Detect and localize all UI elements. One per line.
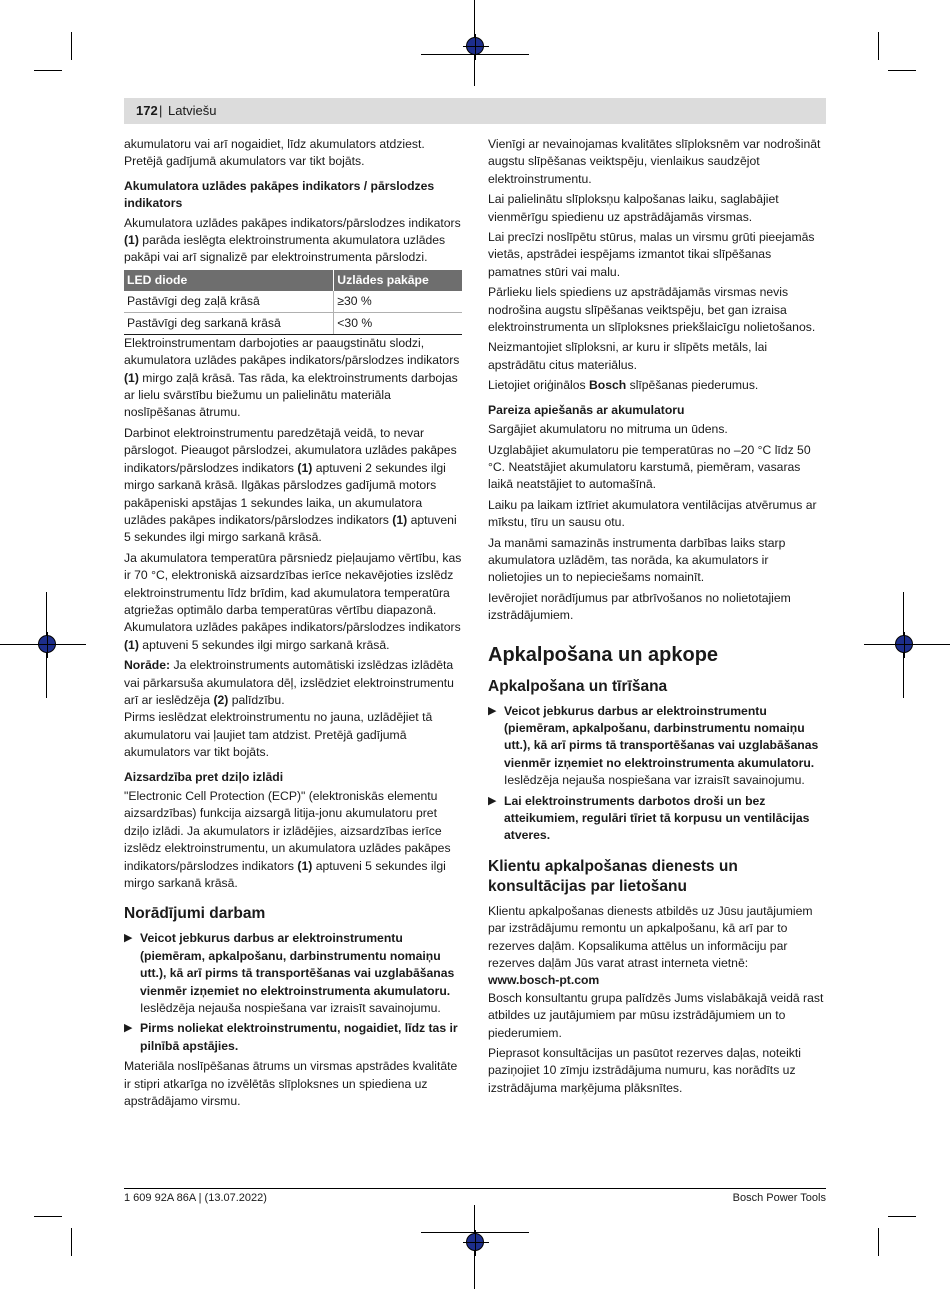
table-row: [124, 291, 462, 313]
registration-target-icon: [38, 635, 56, 653]
paragraph: Ievērojiet norādījumus par atbrīvošanos no nolietotajiem izstrādājumiem.: [488, 590, 791, 623]
table-cell: Pastāvīgi deg sarkanā krāsā: [124, 312, 334, 334]
registration-target-icon: [466, 37, 484, 55]
paragraph: Laiku pa laikam iztīriet akumulatora ventilācijas atvērumus ar mīkstu, tīru un sausu otu.: [488, 497, 817, 530]
chapter-heading: Apkalpošana un apkope: [488, 643, 719, 666]
bullet-arrow-icon: ▶: [488, 794, 497, 807]
led-status-table: [124, 270, 462, 335]
list-item: ▶ Veicot jebkurus darbus ar elektroinstrumentu (piemēram, apkalpošanu, darbinstrumentu nomaiņu utt.), kā arī pirms tā transportēšanas vai uzglabāšanas vienmēr izņemiet no elektroinstrumenta akumulatoru. Ieslēdzēja nejauša nospiešana var izraisīt savainojumu.: [488, 703, 819, 788]
registration-target-icon: [895, 635, 913, 653]
crop-mark: [34, 1216, 62, 1217]
section-heading: Pareiza apiešanās ar akumulatoru: [488, 402, 685, 417]
paragraph: "Electronic Cell Protection (ECP)" (elektroniskās elementu aizsardzības) funkcija aizsargā litija-jonu akumulatoru pret dziļo izlādi. Ja akumulators ir izlādējies, aizsardzības ierīce izslēdz elektroinstrumentu, un akumulatora uzlādes pakāpes indikators/pārslodzes indikators (1) aptuveni 5 sekundes ilgi mirgo sarkanā krāsā.: [124, 789, 451, 891]
paragraph: Elektroinstrumentam darbojoties ar paaugstinātu slodzi, akumulatora uzlādes pakāpes indikators/pārslodzes indikators (1) mirgo zaļā krāsā. Tas rāda, ka elektroinstruments darbojas ar lielu svārstību biežumu un palielinātu materiāla noslīpēšanas ātrumu.: [124, 335, 460, 420]
crop-mark: [888, 1216, 916, 1217]
table-row: [124, 312, 462, 334]
table-cell: <30 %: [334, 312, 462, 334]
language-label: Latviešu: [168, 103, 217, 118]
bullet-arrow-icon: ▶: [124, 932, 133, 945]
registration-target-icon: [466, 1233, 484, 1251]
header-separator: |: [159, 103, 163, 118]
paragraph: Akumulatora uzlādes pakāpes indikators/pārslodzes indikators (1) parāda ieslēgta elektroinstrumenta akumulatora uzlādes pakāpi vai arī signalizē par elektroinstrumenta pārslodzi.: [124, 215, 461, 265]
section-heading: Aizsardzība pret dziļo izlādi: [124, 769, 284, 784]
note-paragraph: Norāde: Ja elektroinstruments automātiski izslēdzas izlādēta vai pārkarsuša akumulatora dēļ, izslēdziet elektroinstrumentu arī ar ieslēdzēja (2) palīdzību. Pirms ieslēdzat elektroinstrumentu no jauna, uzlādējiet tā akumulatoru vai ļaujiet tam atdzist. Pretējā gadījumā akumulators var tikt bojāts.: [124, 658, 454, 760]
paragraph: Sargājiet akumulatoru no mitruma un ūdens.: [488, 422, 728, 437]
paragraph: Lai palielinātu slīploksņu kalpošanas laiku, saglabājiet vienmērīgu spiedienu uz apstrādājamās virsmas.: [488, 192, 779, 224]
page-header: [124, 98, 826, 124]
paragraph: Ja akumulatora temperatūra pārsniedz pieļaujamo vērtību, kas ir 70 °C, elektroniskā aizsardzības ierīce nekavējoties izslēdz elektroinstrumentu līdz brīdim, kad akumulatora temperatūra atgriežas optimālo darba temperatūras vērtību diapazonā. Akumulatora uzlādes pakāpes indikators/pārslodzes indikators (1) aptuveni 5 sekundes ilgi mirgo sarkanā krāsā.: [124, 550, 462, 652]
footer-brand: Bosch Power Tools: [732, 1192, 826, 1204]
list-item: ▶ Veicot jebkurus darbus ar elektroinstrumentu (piemēram, apkalpošanu, darbinstrumentu nomaiņu utt.), kā arī pirms tā transportēšanas vai uzglabāšanas vienmēr izņemiet no elektroinstrumenta akumulatoru. Ieslēdzēja nejauša nospiešana var izraisīt savainojumu.: [124, 931, 455, 1016]
section-heading: Klientu apkalpošanas dienests un konsultācijas par lietošanu: [488, 857, 738, 895]
crop-mark: [71, 32, 72, 60]
footer-doc-number: 1 609 92A 86A | (13.07.2022): [124, 1192, 267, 1204]
crop-mark: [878, 1228, 879, 1256]
paragraph: akumulatoru vai arī nogaidiet, līdz akumulators atdziest. Pretējā gadījumā akumulators var tikt bojāts.: [124, 137, 425, 169]
paragraph: Neizmantojiet slīploksni, ar kuru ir slīpēts metāls, lai apstrādātu citus materiālus.: [488, 340, 768, 372]
crop-mark: [878, 32, 879, 60]
paragraph: Ja manāmi samazinās instrumenta darbības laiks starp akumulatora uzlādēm, tas norāda, ka akumulators ir nolietojies un to nepieciešams nomainīt.: [488, 535, 786, 585]
page-number: 172: [136, 103, 158, 118]
list-item: ▶ Lai elektroinstruments darbotos droši un bez atteikumiem, regulāri tīriet tā korpusu un ventilācijas atveres.: [488, 793, 810, 843]
table-header-row: [124, 270, 462, 291]
table-cell: Pastāvīgi deg zaļā krāsā: [124, 291, 334, 313]
paragraph: Pārlieku liels spiediens uz apstrādājamās virsmas nevis nodrošina augstu slīpēšanas veiktspēju, bet gan izraisa elektroinstrumenta un slīploksnes priekšlaicīgu nolietošanos.: [488, 285, 816, 335]
section-heading: Apkalpošana un tīrīšana: [488, 677, 668, 695]
bullet-arrow-icon: ▶: [488, 704, 497, 717]
bullet-arrow-icon: ▶: [124, 1022, 133, 1035]
paragraph: Materiāla noslīpēšanas ātrums un virsmas apstrādes kvalitāte ir stipri atkarīga no izvēlētās slīploksnes un spiediena uz apstrādājamo virsmu.: [124, 1059, 458, 1109]
list-item: ▶ Pirms noliekat elektroinstrumentu, nogaidiet, līdz tas ir pilnībā apstājies.: [124, 1021, 458, 1053]
website-link[interactable]: www.bosch-pt.com: [488, 973, 600, 988]
left-column: [124, 136, 462, 1114]
crop-mark: [71, 1228, 72, 1256]
paragraph: Lietojiet oriģinālos Bosch slīpēšanas piederumus.: [488, 378, 759, 393]
footer-divider: [124, 1188, 826, 1189]
paragraph: Vienīgi ar nevainojamas kvalitātes slīploksnēm var nodrošināt augstu slīpēšanas veiktspēju, vienlaikus saudzējot elektroinstrumentu.: [488, 137, 821, 186]
section-heading: Akumulatora uzlādes pakāpes indikators / pārslodzes indikators: [124, 178, 435, 211]
paragraph: Lai precīzi noslīpētu stūrus, malas un virsmu grūti pieejamās vietās, apstrādei iespējams izmantot tikai slīpēšanas pamatnes stūri vai malu.: [488, 230, 815, 279]
right-column: [488, 136, 826, 1100]
paragraph: Klientu apkalpošanas dienests atbildēs uz Jūsu jautājumiem par izstrādājumu remontu un apkalpošanu, kā arī par to rezerves daļām. Kopsalikuma attēlus un informāciju par rezerves daļām Jūs varat atrast interneta vietnē: www.bosch-pt.com Bosch konsultantu grupa palīdzēs Jums vislabākajā veidā rast atbildes uz jautājumiem par mūsu izstrādājumiem un to piederumiem.: [488, 903, 824, 1040]
table-header-cell: LED diode: [124, 270, 334, 291]
crop-mark: [888, 70, 916, 71]
paragraph: Pieprasot konsultācijas un pasūtot rezerves daļas, noteikti paziņojiet 10 zīmju izstrādājuma numuru, kas norādīts uz izstrādājuma marķējuma plāksnītes.: [488, 1046, 801, 1095]
crop-mark: [34, 70, 62, 71]
table-cell: ≥30 %: [334, 291, 462, 313]
table-header-cell: Uzlādes pakāpe: [334, 270, 462, 291]
section-heading: Norādījumi darbam: [124, 905, 266, 923]
paragraph: Uzglabājiet akumulatoru pie temperatūras no –20 °C līdz 50 °C. Neatstājiet akumulatoru karstumā, piemēram, vasaras laikā neatstājiet to automašīnā.: [488, 442, 811, 492]
paragraph: Darbinot elektroinstrumentu paredzētajā veidā, to nevar pārslogot. Pieaugot pārslodzei, akumulatora uzlādes pakāpes indikators/pārslodzes indikators (1) aptuveni 2 sekundes ilgi mirgo sarkanā krāsā. Ilgākas pārslodzes gadījumā motors pakāpeniski apstājas 1 sekundes laika, un akumulatora uzlādes pakāpes indikators/pārslodzes indikators (1) aptuveni 5 sekundes ilgi mirgo sarkanā krāsā.: [124, 425, 457, 545]
